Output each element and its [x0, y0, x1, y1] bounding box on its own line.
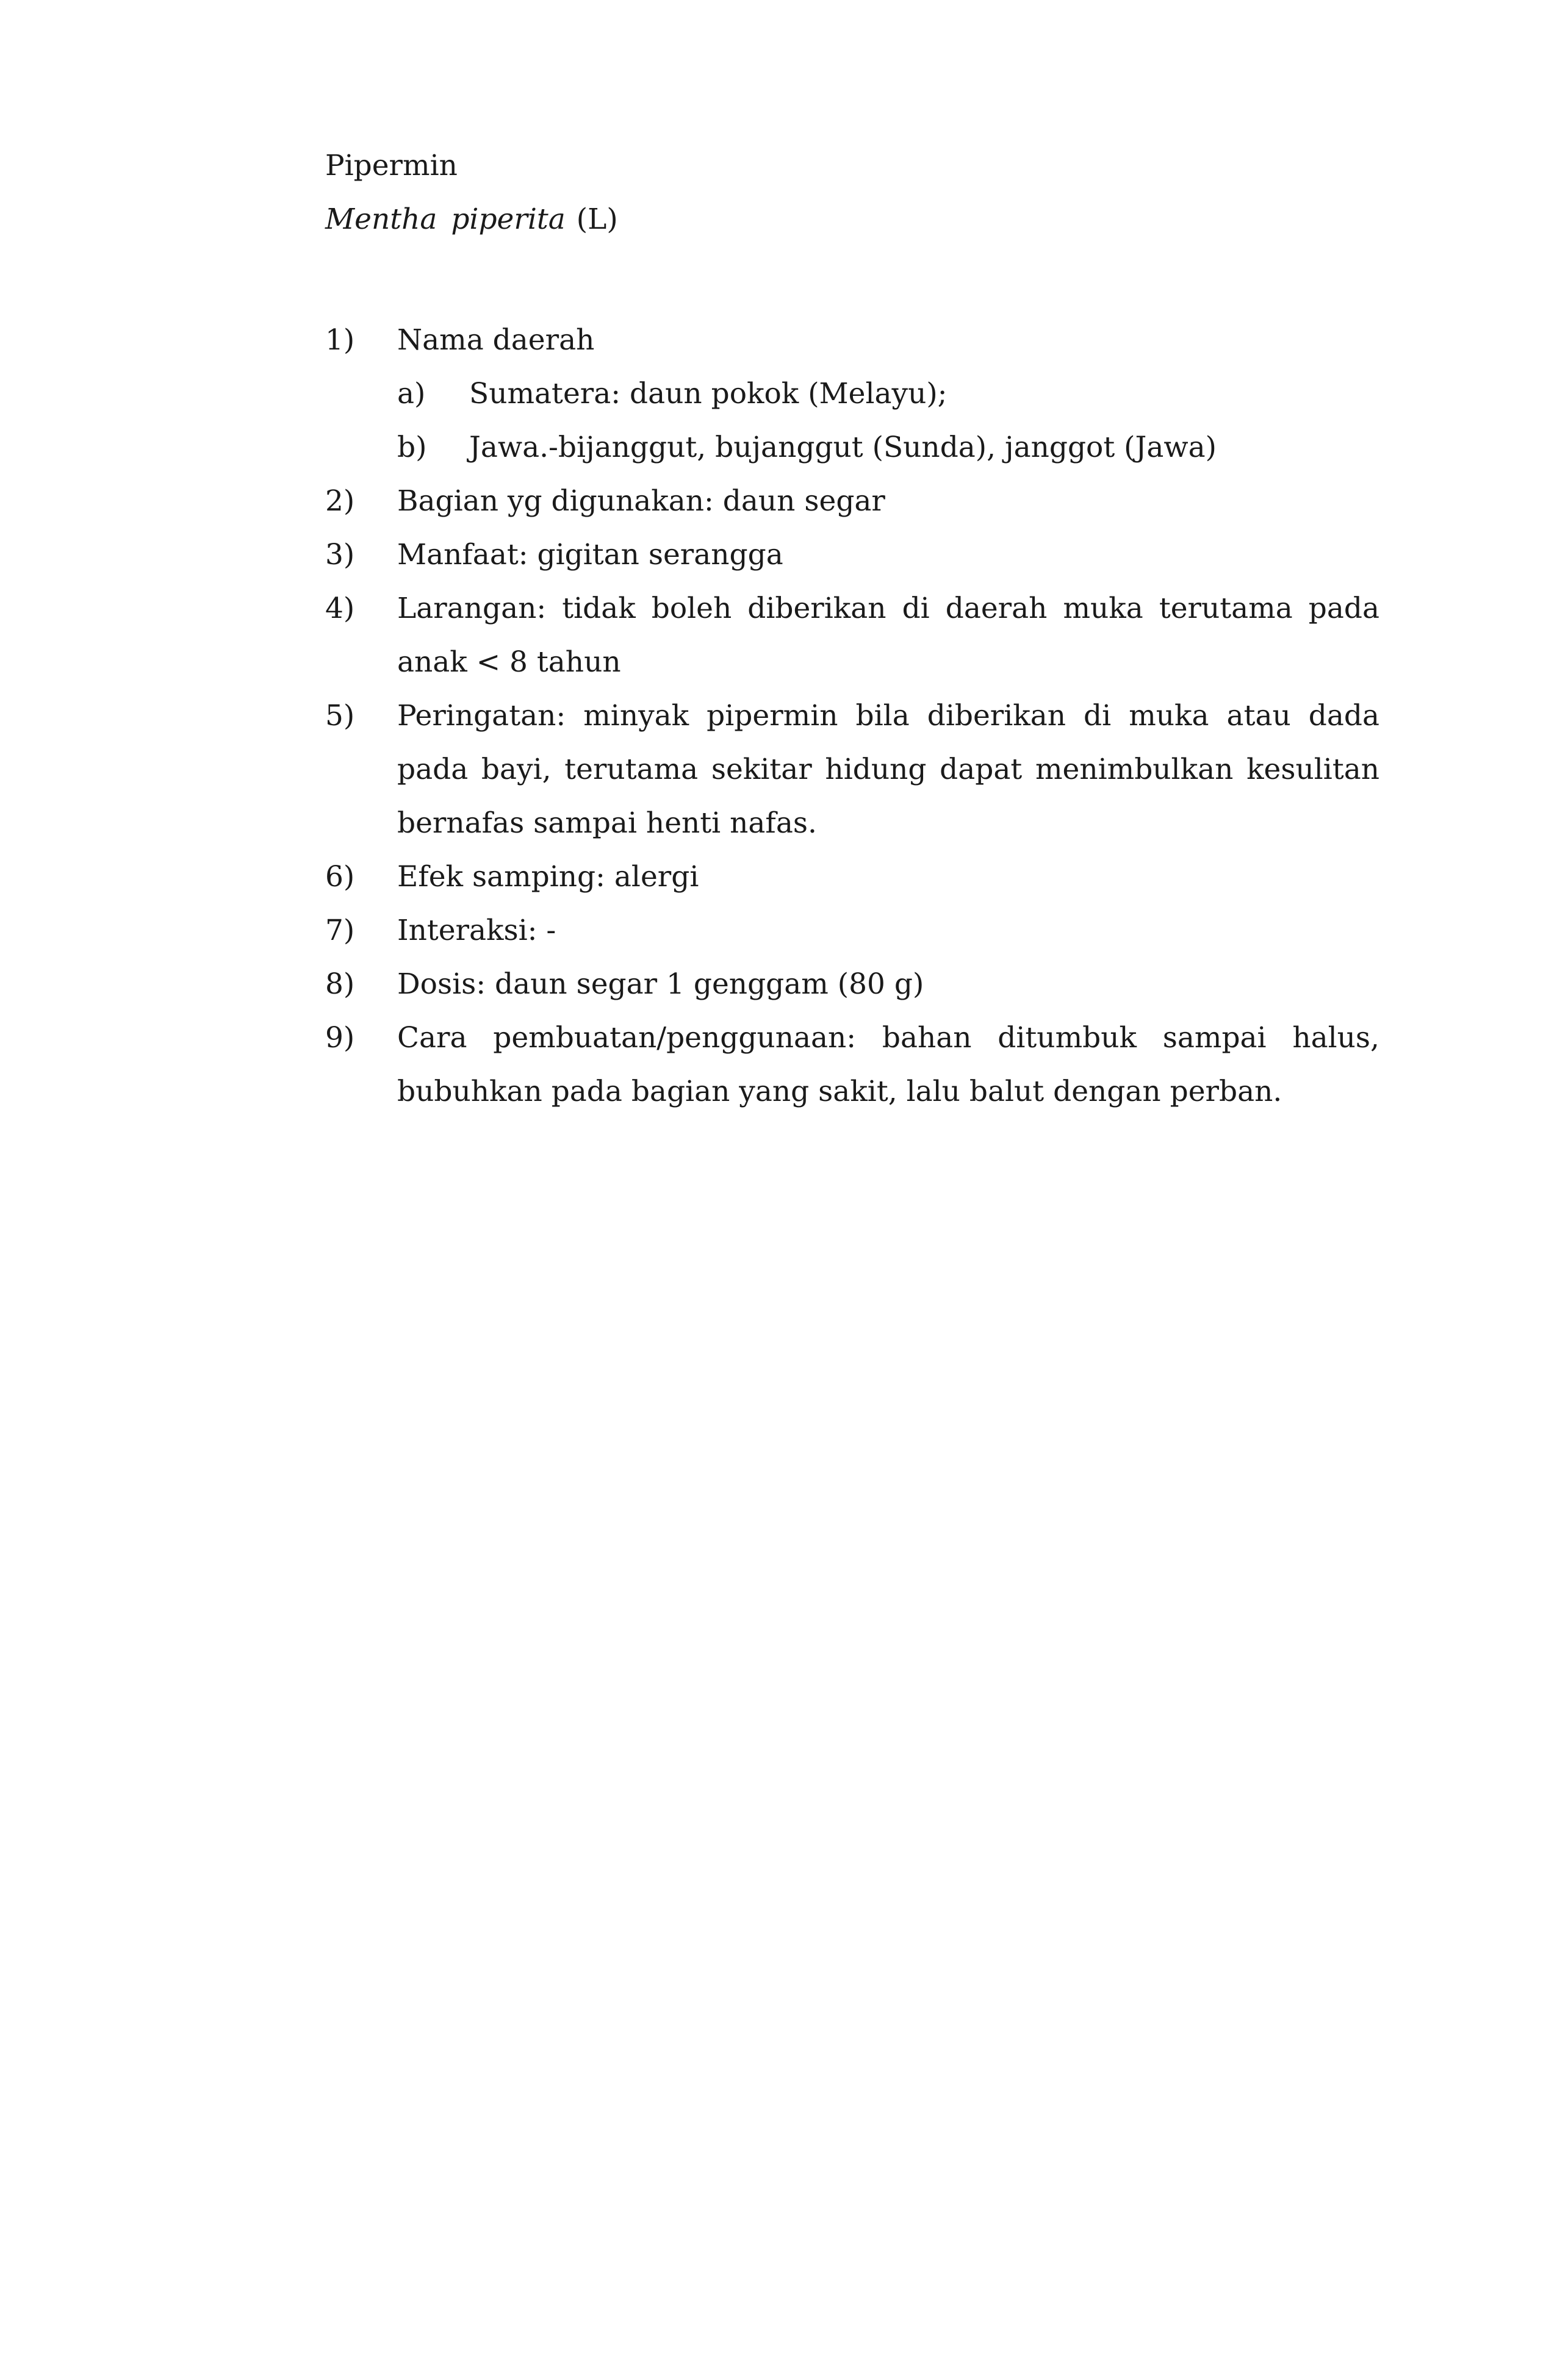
item-number: 4): [325, 592, 355, 625]
item-text: Cara pembuatan/penggunaan: bahan ditumbuk sampai halus, bubuhkan pada bagian yang sakit, lalu balut dengan perban.: [397, 1021, 1379, 1108]
subitem-letter: b): [397, 431, 427, 464]
item-text: Interaksi: -: [397, 914, 556, 947]
list-item: [325, 528, 1379, 582]
list-item: [325, 689, 1379, 850]
sublist-item: [397, 421, 1379, 475]
subitem-text: Jawa.-bijanggut, bujanggut (Sunda), janggot (Jawa): [469, 431, 1217, 464]
item-text: Bagian yg digunakan: daun segar: [397, 484, 885, 518]
subitem-letter: a): [397, 377, 426, 410]
monograph-list: [325, 314, 1379, 1119]
item-number: 1): [325, 323, 355, 357]
item-text: Efek samping: alergi: [397, 860, 699, 894]
subitem-text: Sumatera: daun pokok (Melayu);: [469, 377, 948, 410]
item-number: 3): [325, 538, 355, 572]
scientific-name: Mentha piperita: [325, 203, 566, 236]
item-number: 8): [325, 967, 355, 1001]
item-number: 6): [325, 860, 355, 894]
plant-scientific-name-line: [325, 193, 1379, 246]
list-item: [325, 850, 1379, 904]
item-number: 9): [325, 1021, 355, 1055]
sublist-item: [397, 367, 1379, 421]
author-abbreviation: (L): [576, 203, 618, 236]
item-text: Manfaat: gigitan serangga: [397, 538, 783, 572]
item-number: 7): [325, 914, 355, 947]
item-number: 5): [325, 699, 355, 733]
document-content: [325, 139, 1379, 1119]
item-text: Dosis: daun segar 1 genggam (80 g): [397, 967, 924, 1001]
list-item: [325, 958, 1379, 1011]
item-text: Peringatan: minyak pipermin bila diberikan di muka atau dada pada bayi, terutama sekitar hidung dapat menimbulkan kesulitan bernafas sampai henti nafas.: [397, 699, 1379, 840]
list-item: [325, 904, 1379, 958]
item-text: Larangan: tidak boleh diberikan di daerah muka terutama pada anak < 8 tahun: [397, 592, 1379, 679]
item-text: Nama daerah: [397, 323, 595, 357]
list-item: [325, 314, 1379, 475]
regional-names-sublist: [397, 367, 1379, 475]
list-item: [325, 1011, 1379, 1119]
list-item: [325, 475, 1379, 528]
plant-common-name: Pipermin: [325, 149, 458, 182]
item-number: 2): [325, 484, 355, 518]
list-item: [325, 582, 1379, 689]
